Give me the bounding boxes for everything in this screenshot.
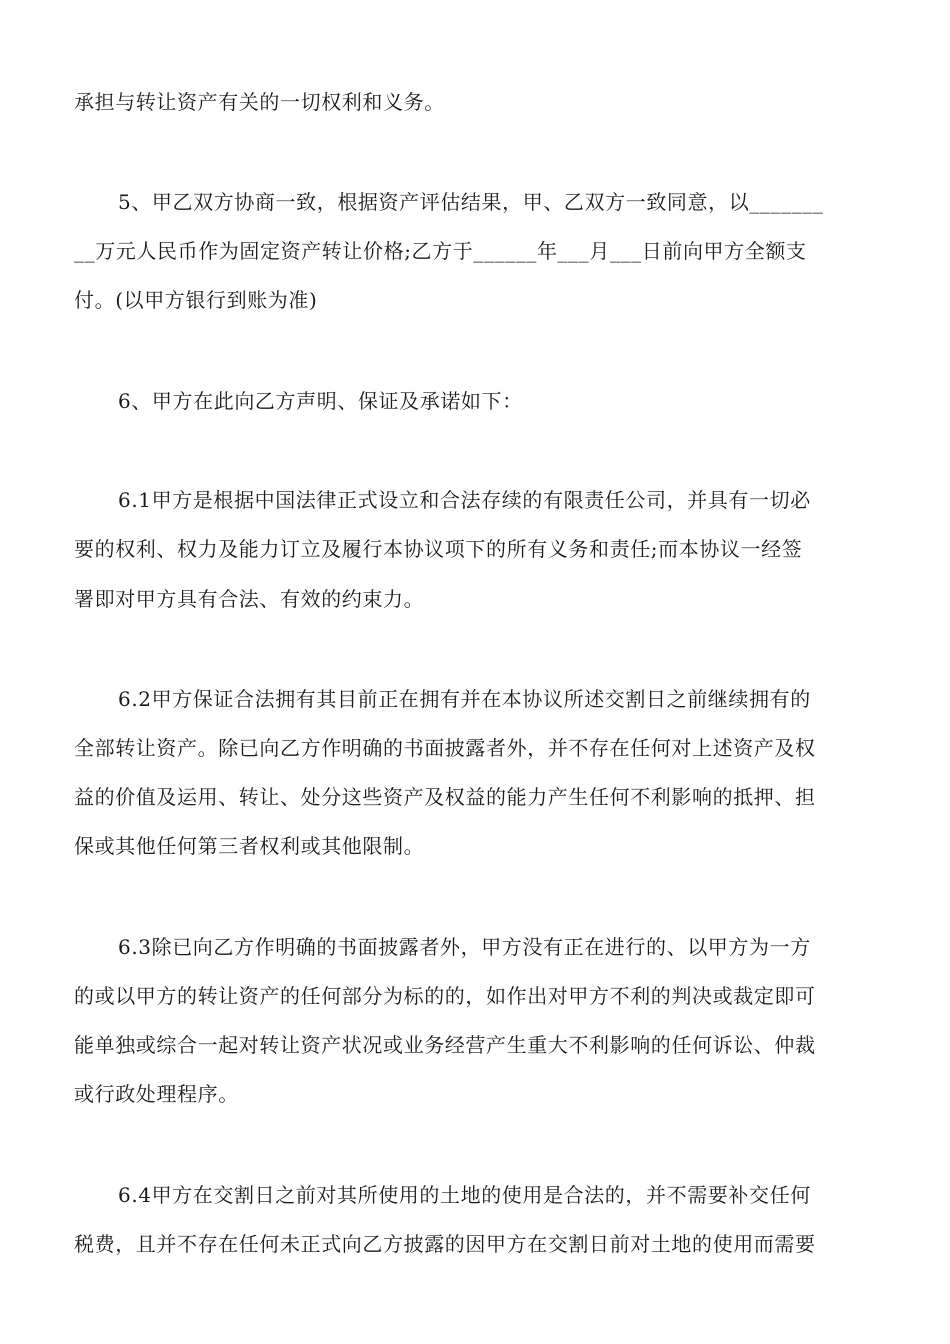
text-line: 要的权利、权力及能力订立及履行本协议项下的所有义务和责任;而本协议一经签	[74, 537, 803, 561]
text-line: 保或其他任何第三者权利或其他限制。	[74, 834, 425, 858]
text-line: 税费，且并不存在任何未正式向乙方披露的因甲方在交割日前对土地的使用而需要	[74, 1232, 816, 1256]
text-line: 或行政处理程序。	[74, 1082, 239, 1106]
text-line: 的或以甲方的转让资产的任何部分为标的的，如作出对甲方不利的判决或裁定即可	[74, 984, 816, 1008]
text-line: 6、甲方在此向乙方声明、保证及承诺如下：	[118, 389, 523, 413]
text-line: 益的价值及运用、转让、处分这些资产及权益的能力产生任何不利影响的抵押、担	[74, 785, 816, 809]
text-line: 承担与转让资产有关的一切权利和义务。	[74, 90, 445, 114]
text-line: 6.1甲方是根据中国法律正式设立和合法存续的有限责任公司，并具有一切必	[118, 488, 811, 512]
text-line: 5、甲乙双方协商一致，根据资产评估结果，甲、乙双方一致同意，以_______	[118, 190, 824, 214]
text-line: 6.4甲方在交割日之前对其所使用的土地的使用是合法的，并不需要补交任何	[118, 1183, 811, 1207]
text-line: 能单独或综合一起对转让资产状况或业务经营产生重大不利影响的任何诉讼、仲裁	[74, 1033, 816, 1057]
text-line: __万元人民币作为固定资产转让价格;乙方于______年___月___日前向甲方全额支	[74, 239, 807, 263]
text-line: 署即对甲方具有合法、有效的约束力。	[74, 587, 425, 611]
text-line: 付。(以甲方银行到账为准)	[74, 288, 318, 312]
text-line: 全部转让资产。除已向乙方作明确的书面披露者外，并不存在任何对上述资产及权	[74, 736, 816, 760]
text-line: 6.2甲方保证合法拥有其目前正在拥有并在本协议所述交割日之前继续拥有的	[118, 687, 811, 711]
text-line: 6.3除已向乙方作明确的书面披露者外，甲方没有正在进行的、以甲方为一方	[118, 935, 811, 959]
